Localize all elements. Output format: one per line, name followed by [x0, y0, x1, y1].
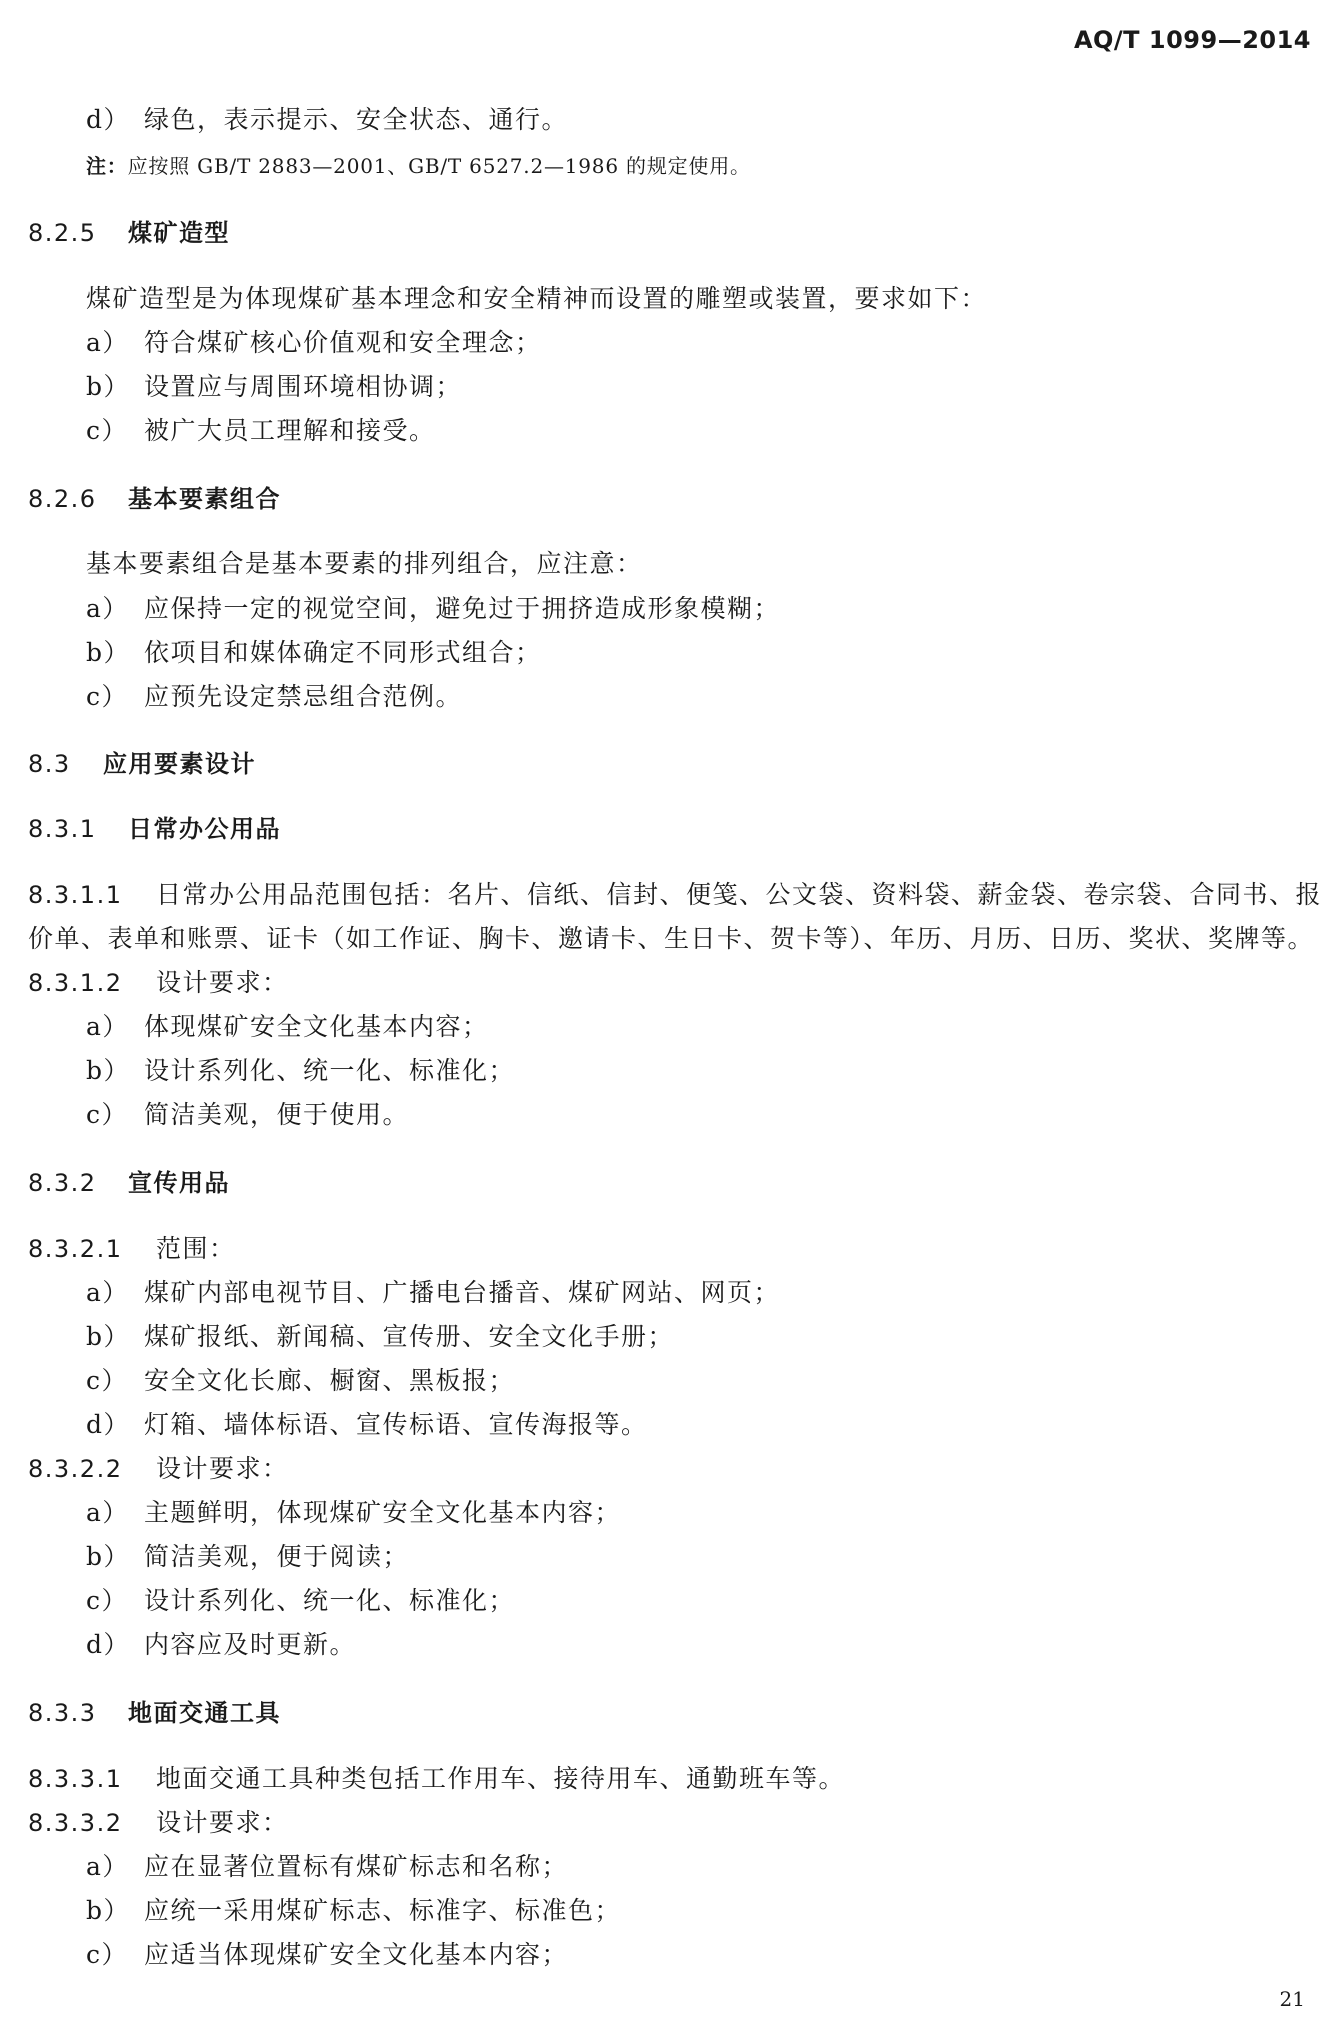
- section-title: 基本要素组合: [128, 485, 281, 513]
- clause-text: 设计要求：: [156, 968, 289, 997]
- list-item: [86, 1361, 515, 1397]
- clause-8-3-1-1: [28, 875, 1322, 911]
- item-text: 设计系列化、统一化、标准化；: [144, 1586, 516, 1615]
- item-label: b）: [86, 1056, 131, 1085]
- clause-number: 8.3.3.2: [28, 1809, 123, 1837]
- item-text: 应保持一定的视觉空间，避免过于拥挤造成形象模糊；: [144, 594, 781, 623]
- list-item: [86, 1625, 356, 1661]
- item-text: 应在显著位置标有煤矿标志和名称；: [144, 1852, 569, 1881]
- clause-number: 8.3.2.2: [28, 1455, 123, 1483]
- clause-number: 8.3.2.1: [28, 1235, 123, 1263]
- clause-8-3-3-1: [28, 1759, 845, 1795]
- item-text: 安全文化长廊、橱窗、黑板报；: [144, 1366, 516, 1395]
- item-label: b）: [86, 372, 131, 401]
- note-text: 应按照 GB/T 2883—2001、GB/T 6527.2—1986 的规定使用。: [127, 154, 751, 178]
- item-label: a）: [86, 1012, 129, 1041]
- section-number: 8.3.2: [28, 1169, 97, 1197]
- list-item: [86, 1273, 780, 1309]
- section-heading-8-3: [28, 744, 256, 779]
- clause-8-3-2-2: [28, 1449, 289, 1485]
- section-heading-8-2-6: [28, 479, 281, 514]
- list-item: [86, 1317, 674, 1353]
- section-number: 8.2.5: [28, 219, 97, 247]
- section-title: 地面交通工具: [128, 1699, 281, 1727]
- item-text: 符合煤矿核心价值观和安全理念；: [144, 328, 542, 357]
- item-label: c）: [86, 1366, 129, 1395]
- section-number: 8.3.3: [28, 1699, 97, 1727]
- list-item: [86, 1007, 489, 1043]
- list-item: [86, 367, 462, 403]
- clause-8-3-3-2: [28, 1803, 289, 1839]
- clause-text: 范围：: [156, 1234, 236, 1263]
- clause-text: 设计要求：: [156, 1454, 289, 1483]
- clause-number: 8.3.1.1: [28, 881, 123, 909]
- item-label: a）: [86, 1498, 129, 1527]
- clause-number: 8.3.3.1: [28, 1765, 123, 1793]
- section-number: 8.3: [28, 750, 71, 778]
- note-label: 注：: [86, 154, 128, 178]
- list-item: [86, 677, 462, 713]
- section-heading-8-2-5: [28, 213, 230, 248]
- item-text: 简洁美观，便于阅读；: [144, 1542, 410, 1571]
- item-text: 灯箱、墙体标语、宣传标语、宣传海报等。: [144, 1410, 648, 1439]
- list-item: [86, 1405, 648, 1441]
- section-number: 8.2.6: [28, 485, 97, 513]
- clause-text: 设计要求：: [156, 1808, 289, 1837]
- item-text: 体现煤矿安全文化基本内容；: [144, 1012, 489, 1041]
- list-item: [86, 1493, 621, 1529]
- item-text: 设计系列化、统一化、标准化；: [144, 1056, 516, 1085]
- item-text: 被广大员工理解和接受。: [144, 416, 436, 445]
- item-label: b）: [86, 638, 131, 667]
- item-text: 煤矿报纸、新闻稿、宣传册、安全文化手册；: [144, 1322, 675, 1351]
- item-text: 绿色，表示提示、安全状态、通行。: [144, 105, 569, 134]
- item-label: a）: [86, 328, 129, 357]
- clause-number: 8.3.1.2: [28, 969, 123, 997]
- list-item: [86, 1847, 568, 1883]
- note: [86, 150, 751, 179]
- item-label: c）: [86, 1100, 129, 1129]
- item-label: c）: [86, 416, 129, 445]
- item-text: 应统一采用煤矿标志、标准字、标准色；: [144, 1896, 622, 1925]
- list-item: [86, 1935, 568, 1971]
- section-title: 宣传用品: [128, 1169, 230, 1197]
- clause-text: 地面交通工具种类包括工作用车、接待用车、通勤班车等。: [156, 1764, 846, 1793]
- list-item: [86, 1051, 515, 1087]
- section-title: 日常办公用品: [128, 815, 281, 843]
- item-label: b）: [86, 1322, 131, 1351]
- clause-8-3-1-2: [28, 963, 289, 999]
- item-label: c）: [86, 682, 129, 711]
- item-label: a）: [86, 1278, 129, 1307]
- item-label: c）: [86, 1586, 129, 1615]
- section-number: 8.3.1: [28, 815, 97, 843]
- list-item: [86, 411, 436, 447]
- item-label: d）: [86, 1630, 131, 1659]
- standard-code: AQ/T 1099—2014: [1073, 26, 1311, 54]
- list-item: [86, 323, 542, 359]
- section-heading-8-3-1: [28, 809, 281, 844]
- item-label: c）: [86, 1940, 129, 1969]
- list-item: [86, 1891, 621, 1927]
- item-text: 应预先设定禁忌组合范例。: [144, 682, 463, 711]
- item-label: d）: [86, 1410, 131, 1439]
- list-item: [86, 633, 542, 669]
- section-heading-8-3-3: [28, 1693, 281, 1728]
- clause-8-3-2-1: [28, 1229, 236, 1265]
- paragraph: 煤矿造型是为体现煤矿基本理念和安全精神而设置的雕塑或装置，要求如下：: [86, 284, 988, 313]
- clause-text: 日常办公用品范围包括：名片、信纸、信封、便笺、公文袋、资料袋、薪金袋、卷宗袋、合同书、报: [156, 880, 1323, 909]
- page-number: 21: [1279, 1987, 1305, 2011]
- list-item: [86, 1581, 515, 1617]
- list-item: [86, 589, 780, 625]
- list-item: [86, 1095, 409, 1131]
- list-item: [86, 100, 568, 136]
- section-title: 煤矿造型: [128, 219, 230, 247]
- list-item: [86, 1537, 409, 1573]
- item-text: 依项目和媒体确定不同形式组合；: [144, 638, 542, 667]
- item-text: 主题鲜明，体现煤矿安全文化基本内容；: [144, 1498, 622, 1527]
- clause-continuation: 价单、表单和账票、证卡（如工作证、胸卡、邀请卡、生日卡、贺卡等）、年历、月历、日历、奖状、奖牌等。: [28, 924, 1315, 953]
- item-text: 煤矿内部电视节目、广播电台播音、煤矿网站、网页；: [144, 1278, 781, 1307]
- item-text: 设置应与周围环境相协调；: [144, 372, 463, 401]
- paragraph: 基本要素组合是基本要素的排列组合，应注意：: [86, 549, 643, 578]
- section-title: 应用要素设计: [103, 750, 256, 778]
- item-label: d）: [86, 105, 131, 134]
- item-label: a）: [86, 594, 129, 623]
- section-heading-8-3-2: [28, 1163, 230, 1198]
- item-text: 应适当体现煤矿安全文化基本内容；: [144, 1940, 569, 1969]
- item-label: b）: [86, 1896, 131, 1925]
- item-text: 内容应及时更新。: [144, 1630, 357, 1659]
- item-label: b）: [86, 1542, 131, 1571]
- item-text: 简洁美观，便于使用。: [144, 1100, 410, 1129]
- item-label: a）: [86, 1852, 129, 1881]
